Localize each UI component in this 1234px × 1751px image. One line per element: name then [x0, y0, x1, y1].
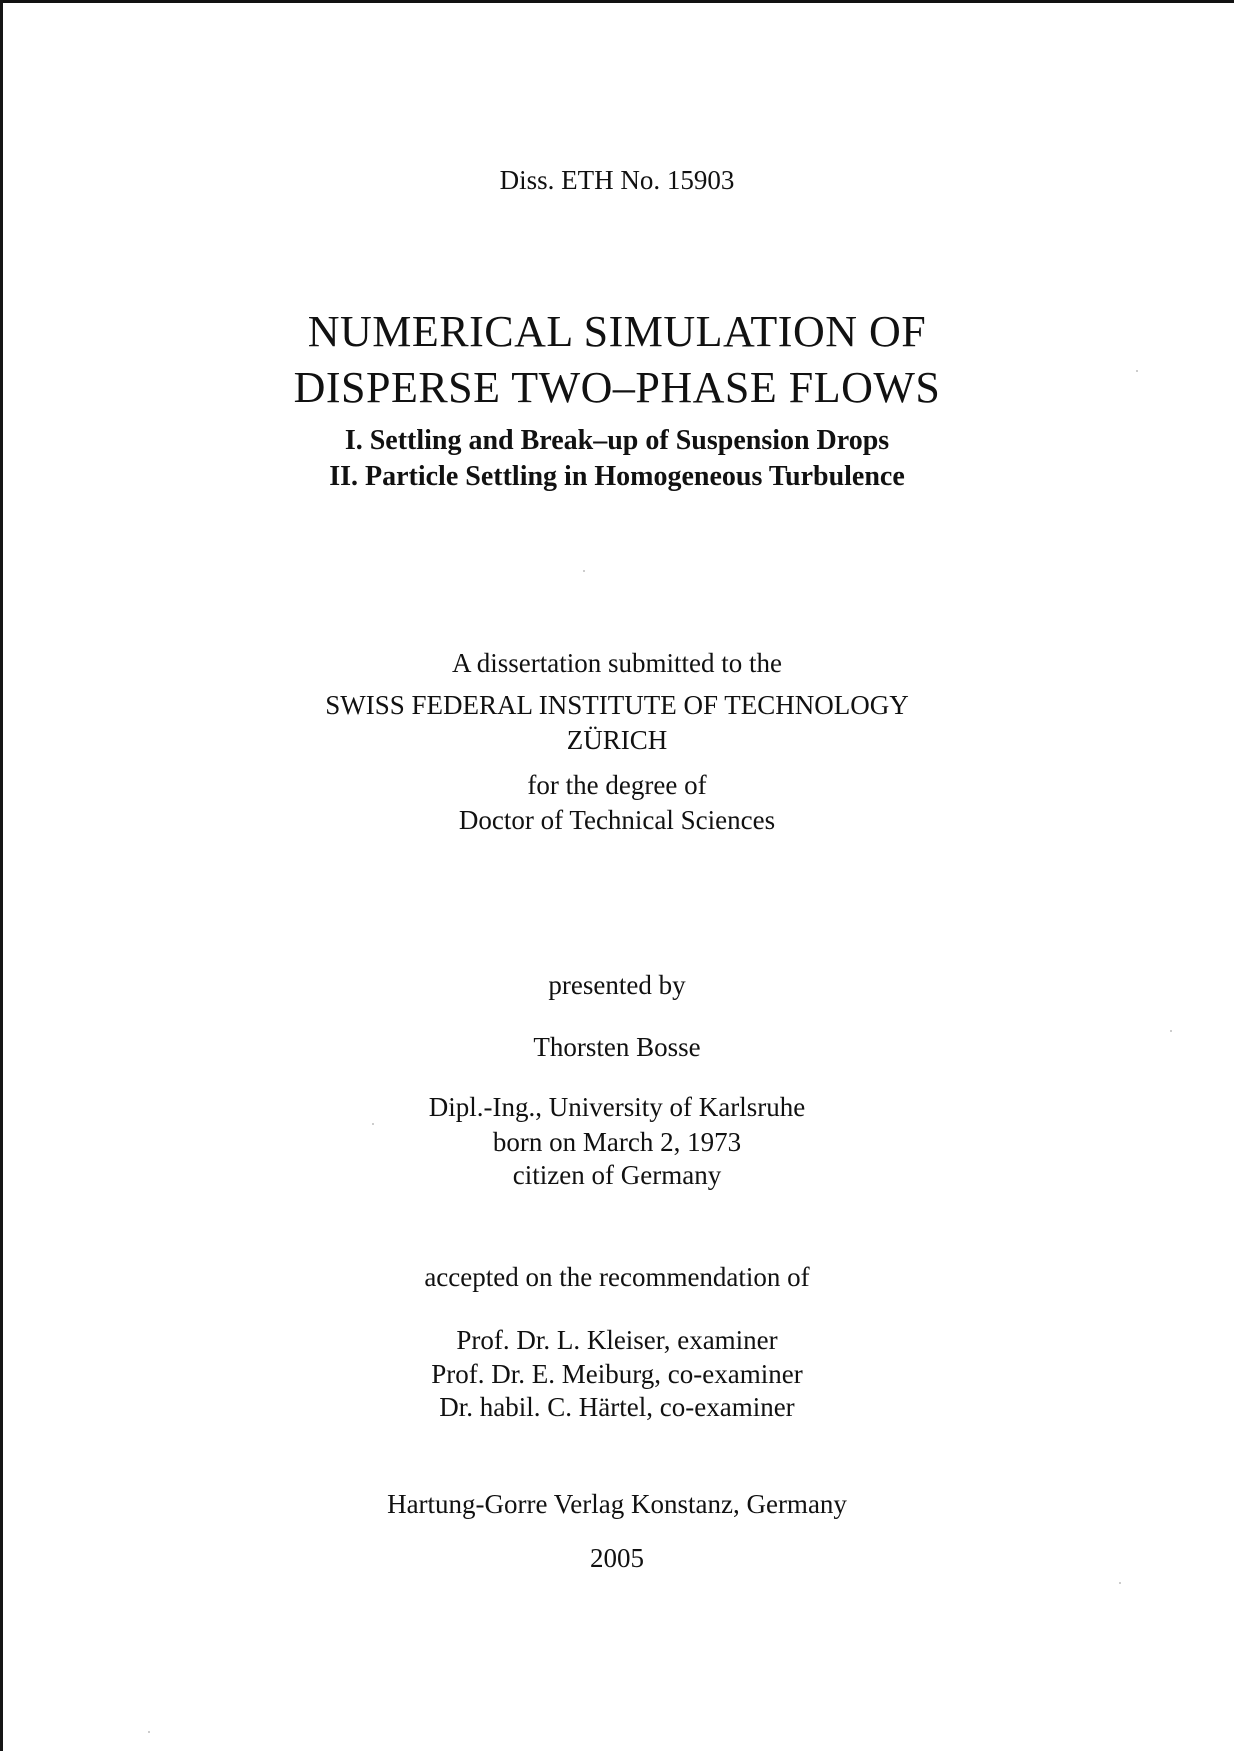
institution-name: SWISS FEDERAL INSTITUTE OF TECHNOLOGY: [325, 690, 909, 720]
examiner-1: Prof. Dr. L. Kleiser, examiner: [456, 1325, 778, 1355]
publication-year: 2005: [590, 1543, 644, 1573]
scan-speck: [1119, 1582, 1121, 1584]
committee-intro: accepted on the recommendation of: [424, 1262, 810, 1292]
subtitle-part-1: I. Settling and Break–up of Suspension Drops: [344, 425, 890, 456]
title-line-1: NUMERICAL SIMULATION OF: [307, 307, 927, 356]
author-birth-date: born on March 2, 1973: [492, 1127, 742, 1157]
publisher: Hartung-Gorre Verlag Konstanz, Germany: [387, 1489, 847, 1519]
examiner-3: Dr. habil. C. Härtel, co-examiner: [439, 1392, 795, 1422]
subtitle-part-2: II. Particle Settling in Homogeneous Turbulence: [329, 461, 905, 492]
presented-by-label: presented by: [548, 970, 686, 1000]
title-line-2: DISPERSE TWO–PHASE FLOWS: [293, 363, 941, 412]
scan-speck: [583, 570, 585, 572]
scan-speck: [372, 1123, 374, 1125]
degree-name: Doctor of Technical Sciences: [458, 805, 776, 835]
submission-intro: A dissertation submitted to the: [452, 648, 782, 678]
scan-speck: [1136, 370, 1138, 372]
scan-speck: [1170, 1030, 1172, 1032]
examiner-2: Prof. Dr. E. Meiburg, co-examiner: [431, 1359, 803, 1389]
institution-city: ZÜRICH: [566, 725, 668, 755]
dissertation-number: Diss. ETH No. 15903: [499, 165, 735, 195]
author-citizenship: citizen of Germany: [512, 1160, 722, 1190]
author-name: Thorsten Bosse: [533, 1032, 701, 1062]
author-qualification: Dipl.-Ing., University of Karlsruhe: [428, 1092, 806, 1122]
scan-speck: [148, 1731, 150, 1733]
degree-intro: for the degree of: [527, 770, 707, 800]
